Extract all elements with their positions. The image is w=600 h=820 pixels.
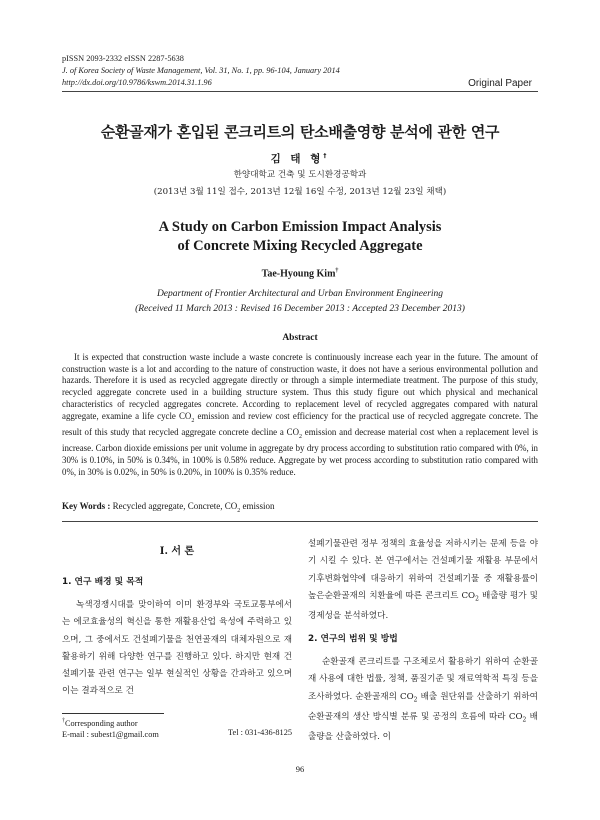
keywords-rule	[62, 521, 538, 522]
right-para2-text-a: 순환골재 콘크리트를 구조체로서 활용하기 위하여 순환골재 사용에 대한 법률, 정책, 품질기준 및 재료역학적 특징 등을 조사하였다. 순환골재의 CO	[308, 657, 538, 702]
abstract-heading: Abstract	[282, 333, 318, 343]
abstract-text-1: It is expected that construction waste include a waste concrete is continuously increase each year in the future. The amount of construction waste is a lot and according to the nature of construction waste, it does not have a serious environmental pollution and hazards. Therefore it is used as recycled aggregate directly or through a simple intermediate treatment. The purpose of this study, recycled aggregate concrete used in a building structure system. Thus this study figure out which physical and mechanical characteristics of recycled aggregates concrete. According to replacement level of recycled aggregates compared with natural aggregate, examine a life cycle CO	[62, 352, 538, 421]
right-para2-sub-1: 2	[413, 696, 418, 704]
right-column-paragraph-2	[308, 654, 538, 746]
footnote-rule	[62, 713, 164, 714]
korean-affiliation: 한양대학교 건축 및 도시환경공학과	[233, 170, 367, 180]
keywords-text-1: Recycled aggregate, Concrete, CO	[110, 501, 238, 511]
abstract-text-3: emission and decrease material cost when a replacement level is increase. Carbon dioxide emissions per unit volume in aggregate by dry process according to substitution ratio compared with 0%, in 30% is 0.10%, in 50% is 0.34%, in 100% is 0.58% reduce. Aggregate by wet process according to substitution ratio compared with 0%, in 30% is 0.02%, in 50% is 0.20%, in 100% is 0.35% reduce.	[62, 427, 538, 477]
page-number: 96	[295, 764, 305, 774]
korean-title: 순환골재가 혼입된 콘크리트의 탄소배출영향 분석에 관한 연구	[100, 123, 500, 141]
english-title-line1: A Study on Carbon Emission Impact Analysis	[158, 219, 442, 235]
abstract-sub-2: 2	[299, 433, 302, 440]
journal-header	[62, 53, 340, 89]
footnote-label: Corresponding author	[65, 718, 138, 728]
english-affiliation: Department of Frontier Architectural and Urban Environment Engineering	[156, 289, 444, 299]
right-column-paragraph-1	[308, 536, 538, 625]
abstract-body	[62, 352, 538, 479]
right-para1-sub: 2	[475, 595, 479, 603]
korean-author	[62, 151, 538, 166]
left-column-paragraph: 녹색경쟁시대를 맞이하여 이미 환경부와 국토교통부에서는 에코효율성의 혁신을 통한 재활용산업 육성에 주력하고 있으며, 그 중에서도 건설폐기물을 천연골재의 대체자원으로 재활용하기 위해 다양한 연구를 진행하고 있다. 하지만 현재 건설폐기물 관련 연구는 일부 현실적인 상황을 간과하고 있으며 이는 결과적으로 건	[62, 600, 292, 697]
abstract-sub-1: 2	[191, 417, 195, 424]
korean-author-name: 김 태 형	[270, 153, 324, 165]
english-dates: (Received 11 March 2013 : Revised 16 December 2013 : Accepted 23 December 2013)	[135, 304, 465, 314]
subsection-heading-1: 1. 연구 배경 및 목적	[62, 577, 144, 587]
english-author-name: Tae-Hyoung Kim	[261, 268, 336, 280]
issn-line: pISSN 2093-2332 eISSN 2287-5638	[62, 54, 184, 63]
keywords	[62, 501, 538, 514]
keywords-label: Key Words :	[62, 501, 111, 511]
section-heading-introduction: I. 서 론	[159, 546, 195, 557]
right-para2-text-c: 배출량을 산출하였다. 이	[308, 711, 538, 742]
right-para1-text-a: 설폐기물관련 정부 정책의 효율성을 저하시키는 문제 등을 야기 시킬 수 있다. 본 연구에서는 건설폐기물 재활용 부문에서 기후변화협약에 대응하기 위하여 건설폐기물 중 재활용률이 높은순환골재의 치환율에 따른 콘크리트 CO	[308, 539, 538, 601]
footnote-dagger: †	[62, 718, 65, 724]
subsection-heading-2: 2. 연구의 범위 및 방법	[308, 634, 398, 644]
right-para1-text-b: 배출량 평가 및 경제성을 분석하였다.	[308, 590, 538, 621]
footnote-email[interactable]: E-mail : subest1@gmail.com	[62, 729, 159, 739]
keywords-sub: 2	[237, 507, 241, 514]
korean-dates: (2013년 3월 11일 접수, 2013년 12월 16일 수정, 2013년 12월 23일 채택)	[153, 187, 447, 197]
keywords-text-2: emission	[240, 501, 275, 511]
right-para2-text-b: 배출 원단위를 산출하기 위하여 순환골재의 생산 방식별 분류 및 공정의 흐름에 따라 CO	[308, 691, 538, 722]
english-title	[62, 218, 538, 256]
author-dagger: †	[323, 152, 330, 160]
english-author-dagger: †	[335, 268, 339, 274]
footnote-tel: Tel : 031-436-8125	[228, 728, 292, 737]
english-title-line2: of Concrete Mixing Recycled Aggregate	[177, 238, 423, 254]
abstract-text-2: emission and review cost efficiency for the practical use of recycled aggregate concrete. The result of this study that recycled aggregate concrete decline a CO	[62, 410, 538, 437]
header-rule	[62, 91, 538, 92]
footnote	[62, 716, 292, 740]
journal-citation: J. of Korea Society of Waste Management, Vol. 31, No. 1, pp. 96-104, January 2014	[62, 66, 340, 75]
english-author	[62, 268, 538, 279]
doi-link[interactable]: http://dx.doi.org/10.9786/kswm.2014.31.1.96	[62, 78, 212, 87]
paper-type-label: Original Paper	[468, 78, 532, 89]
right-para2-sub-2: 2	[522, 716, 527, 724]
